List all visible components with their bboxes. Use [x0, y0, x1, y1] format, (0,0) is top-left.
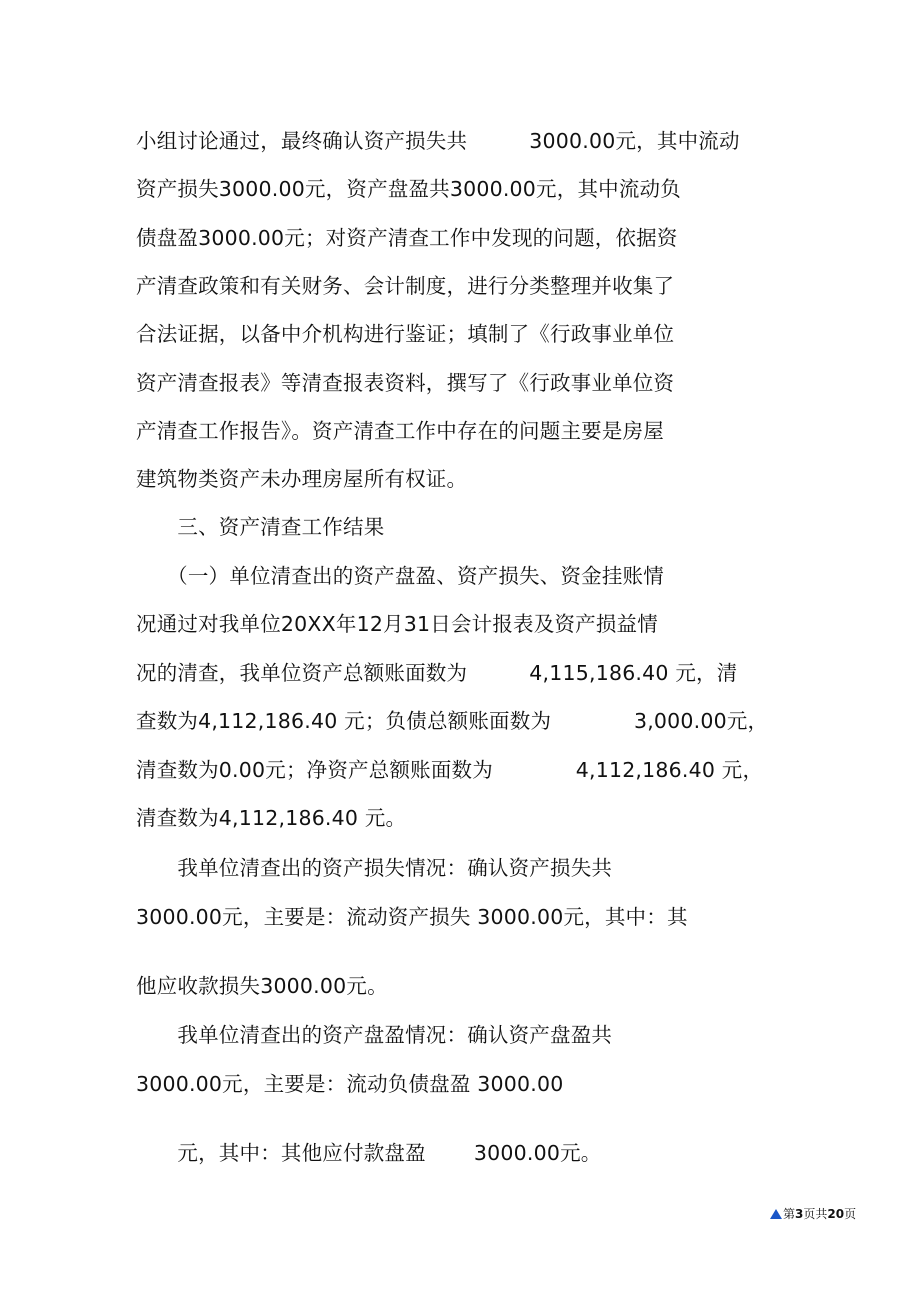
paragraph-line: 合法证据，以备中介机构进行鉴证；填制了《行政事业单位: [136, 322, 675, 346]
paragraph-line: 资产清查报表》等清查报表资料，撰写了《行政事业单位资: [136, 371, 675, 395]
paragraph-line: 建筑物类资产未办理房屋所有权证。: [136, 467, 468, 491]
paragraph-line: 我单位清查出的资产损失情况：确认资产损失共: [136, 856, 613, 880]
paragraph-line: 清查数为0.00元；净资产总额账面数为 4,112,186.40 元，: [136, 758, 764, 782]
paragraph-line: 况通过对我单位20XX年12月31日会计报表及资产损益情: [136, 612, 658, 636]
paragraph-line: 资产损失3000.00元，资产盘盈共3000.00元，其中流动负: [136, 177, 681, 201]
total-pages: 20: [827, 1207, 845, 1221]
paragraph-line: 查数为4,112,186.40 元；负债总额账面数为 3,000.00元，: [136, 709, 769, 733]
paragraph-line: 小组讨论通过，最终确认资产损失共 3000.00元，其中流动: [136, 129, 740, 153]
paragraph-line: 元，其中：其他应付款盘盈 3000.00元。: [136, 1141, 602, 1165]
paragraph-line: 3000.00元，主要是：流动资产损失 3000.00元，其中：其: [136, 905, 688, 929]
subsection-heading: （一）单位清查出的资产盘盈、资产损失、资金挂账情: [136, 564, 664, 588]
paragraph-line: 清查数为4,112,186.40 元。: [136, 806, 407, 830]
paragraph-line: 3000.00元，主要是：流动负债盘盈 3000.00: [136, 1072, 564, 1096]
page-number: 第3页共20页: [770, 1206, 856, 1222]
paragraph-line: 产清查工作报告》。资产清查工作中存在的问题主要是房屋: [136, 419, 664, 443]
paragraph-line: 他应收款损失3000.00元。: [136, 974, 388, 998]
section-heading: 三、资产清查工作结果: [136, 515, 385, 539]
paragraph-line: 况的清查，我单位资产总额账面数为 4,115,186.40 元，清: [136, 661, 738, 685]
paragraph-line: 我单位清查出的资产盘盈情况：确认资产盘盈共: [136, 1023, 613, 1047]
current-page: 3: [795, 1207, 804, 1221]
paragraph-line: 产清查政策和有关财务、会计制度，进行分类整理并收集了: [136, 274, 675, 298]
triangle-up-icon: [770, 1209, 782, 1219]
paragraph-line: 债盘盈3000.00元；对资产清查工作中发现的问题，依据资: [136, 226, 678, 250]
